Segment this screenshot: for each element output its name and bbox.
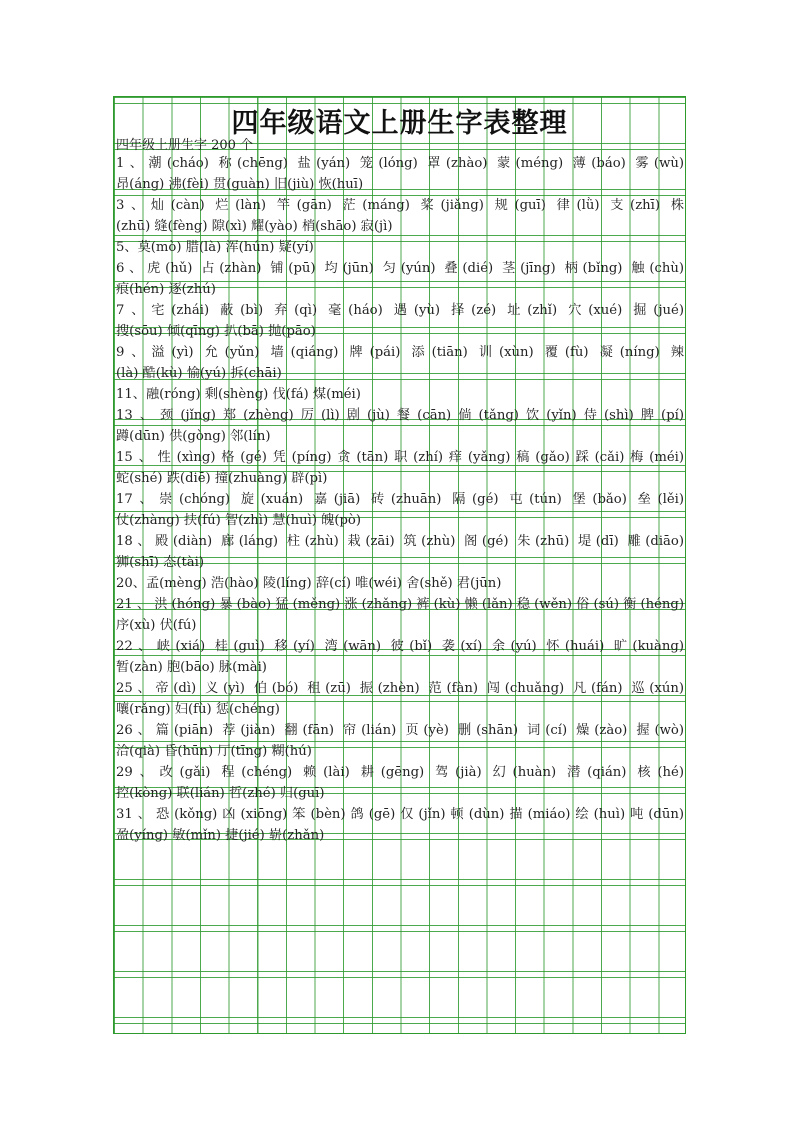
section-subtitle: 四年级上册生字 200 个 (116, 138, 254, 153)
character-line: 17、崇(chóng) 旋(xuán) 嘉(jiā) 砖(zhuān) 隔(gé) 屯(tún) 堡(bǎo) 垒(lěi) (116, 492, 684, 507)
character-line: 仗(zhàng) 扶(fú) 智(zhì) 慧(huì) 魄(pò) (116, 513, 362, 528)
character-line: 1、潮(cháo) 称(chēng) 盐(yán) 笼(lóng) 罩(zhào) 蒙(méng) 薄(báo) 雾(wù) (116, 156, 684, 171)
character-line: (là) 酷(kù) 愉(yú) 拆(chāi) (116, 366, 282, 381)
character-line: 13、颈(jǐng)郑(zhèng)厉(lì)剧(jù)餐(cān)倘(tǎng)饮(yǐn)侍(shì)脾(pí) (116, 408, 684, 423)
character-line: 昂(áng) 沸(fèi) 贯(guàn) 旧(jiù) 恢(huī) (116, 177, 364, 192)
character-line: 20、孟(mèng) 浩(hào) 陵(líng) 辞(cí) 唯(wéi) 舍(shě) 君(jūn) (116, 576, 502, 591)
character-line: 5、莫(mò) 腊(là) 浑(hún) 疑(yí) (116, 240, 314, 255)
character-line: 15、性(xìng)格(gé)凭(píng)贪(tān)职(zhí)痒(yǎng)稿(gǎo)踩(cǎi)梅(méi) (116, 450, 684, 465)
character-line: 暂(zàn) 胞(bāo) 脉(mài) (116, 660, 267, 675)
grid-worksheet (113, 96, 686, 1034)
character-line: 3、灿(càn) 烂(làn) 竿(gān) 茫(máng) 桨(jiǎng) 规(guī) 律(lǜ) 支(zhī) 株 (116, 198, 684, 213)
character-list (116, 153, 684, 846)
character-line: 6、虎(hǔ) 占(zhàn) 铺(pū) 均(jūn) 匀(yún) 叠(dié) 茎(jīng) 柄(bǐng) 触(chù) (116, 261, 684, 276)
character-line: 31、恐(kǒng)凶(xiōng)笨(bèn)鸽(gē)仅(jǐn)顿(dùn)描(miáo)绘(huì)吨(dūn) (116, 807, 684, 822)
character-line: 嚷(rǎng) 妇(fù) 惩(chéng) (116, 702, 280, 717)
character-line: 9、溢(yì) 允(yǔn) 墙(qiáng) 牌(pái) 添(tiān) 训(xùn) 覆(fù) 凝(níng) 辣 (116, 345, 684, 360)
character-line: 26、篇(piān) 荐(jiàn) 翻(fān) 帘(lián) 页(yè) 删(shān) 词(cí) 燥(zào) 握(wò) (116, 723, 684, 738)
character-line: 29、改(gǎi) 程(chéng) 赖(lài) 耕(gēng) 驾(jià) 幻(huàn) 潜(qián) 核(hé) (116, 765, 684, 780)
character-line: 痕(hén) 逐(zhú) (116, 282, 216, 297)
character-line: 蛇(shé) 跌(diē) 撞(zhuàng) 辟(pì) (116, 471, 328, 486)
character-line: 盈(yíng) 敏(mǐn) 捷(jié) 崭(zhǎn) (116, 828, 325, 843)
character-line: 搜(sōu) 倾(qīng) 扒(bā) 抛(pāo) (116, 324, 316, 339)
character-line: 7、宅(zhái) 蔽(bì) 弃(qì) 毫(háo) 遇(yù) 择(zé) 址(zhǐ) 穴(xué) 掘(jué) (116, 303, 684, 318)
character-line: 控(kòng) 联(lián) 哲(zhé) 归(guī) (116, 786, 325, 801)
character-line: 25、帝(dì) 义(yì) 伯(bó) 租(zū) 振(zhèn) 范(fàn) 闯(chuǎng) 凡(fán) 巡(xún) (116, 681, 684, 696)
character-line: 狮(shī) 态(tài) (116, 555, 205, 570)
character-line: 18、殿(diàn) 廊(láng) 柱(zhù) 栽(zāi) 筑(zhù) 阁(gé) 朱(zhū) 堤(dī) 雕(diāo) (116, 534, 684, 549)
character-line: 序(xù) 伏(fú) (116, 618, 197, 633)
character-line: 11、融(róng) 剩(shèng) 伐(fá) 煤(méi) (116, 387, 361, 402)
character-line: 洽(qià) 昏(hūn) 厅(tīng) 糊(hú) (116, 744, 312, 759)
character-line: 21、洪(hóng)暴(bào)猛(měng)涨(zhǎng)裤(kù)懒(lǎn)稳(wěn)俗(sú)衡(héng) (116, 597, 684, 612)
page-title: 四年级语文上册生字表整理 (231, 108, 568, 139)
character-line: 22、峡(xiá) 桂(guì) 移(yí) 湾(wān) 彼(bǐ) 袭(xí) 余(yú) 怀(huái) 旷(kuàng) (116, 639, 684, 654)
character-line: 蹲(dūn) 供(gòng) 邻(lín) (116, 429, 271, 444)
character-line: (zhū) 缝(fèng) 隙(xì) 耀(yào) 梢(shāo) 寂(jì) (116, 219, 393, 234)
